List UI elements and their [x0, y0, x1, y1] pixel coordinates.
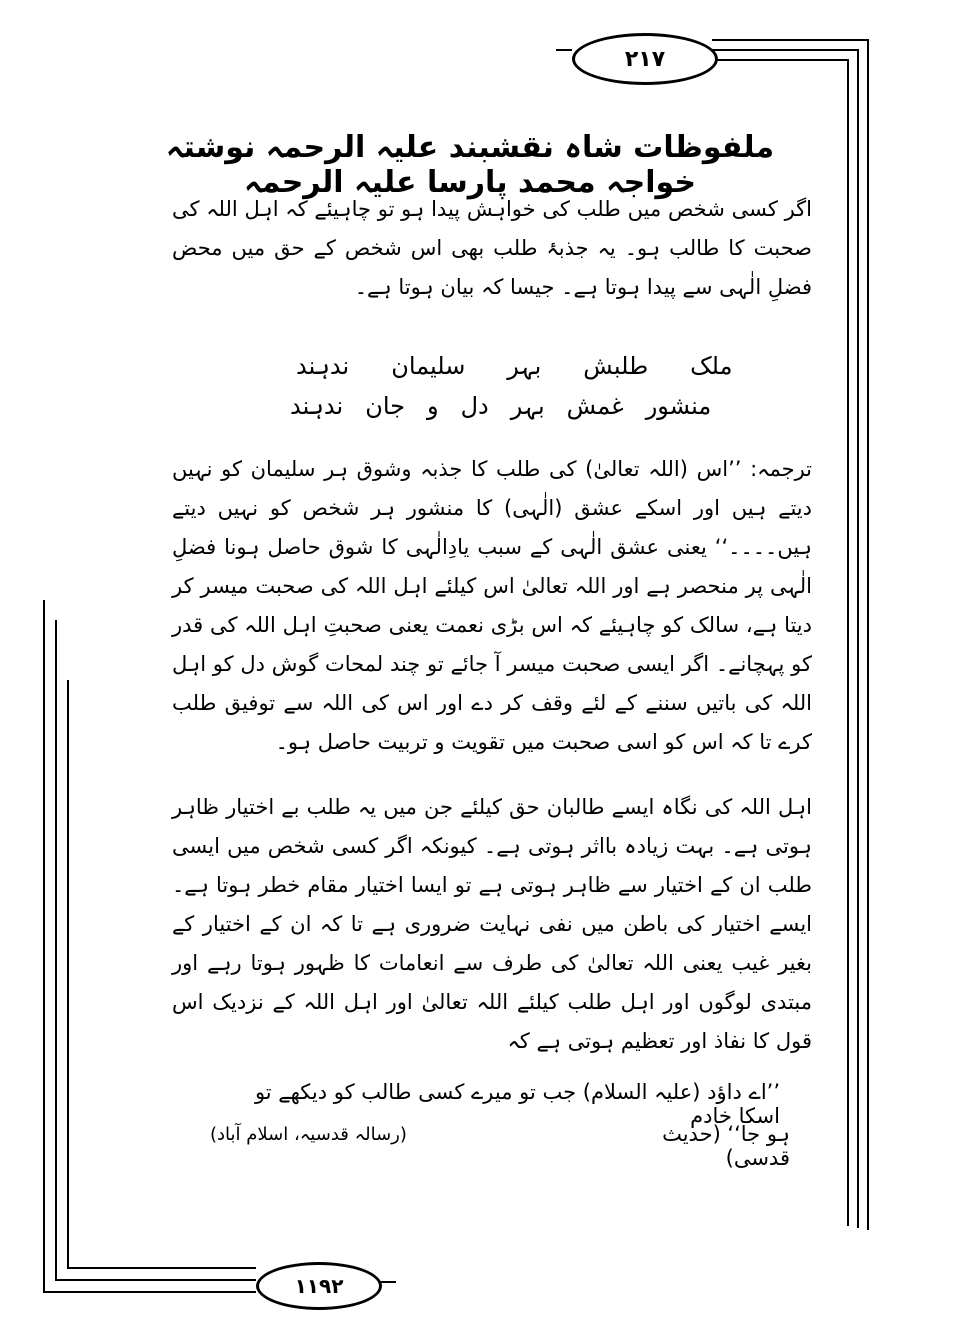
top-page-number: ۲۱۷ — [572, 33, 718, 85]
source-citation: (رسالہ قدسیہ، اسلام آباد) — [210, 1124, 407, 1145]
verse-word: جان — [365, 392, 405, 420]
verse-line-2 — [290, 392, 711, 420]
hadith-quote-line-2: ہو جا‘‘ (حدیث قدسی) — [662, 1122, 790, 1170]
verse-word: و — [426, 392, 439, 420]
verse-word: سلیمان — [391, 352, 466, 380]
verse-line-1 — [296, 352, 732, 380]
page-title: ملفوظات شاہ نقشبند علیہ الرحمہ نوشتہ خواجہ محمد پارسا علیہ الرحمہ — [165, 130, 775, 200]
bottom-page-number: ۱۱۹۲ — [256, 1262, 382, 1310]
translation-paragraph: ترجمہ: ’’اس (اللہ تعالیٰ) کی طلب کا جذبہ وشوق ہر سلیمان کو نہیں دیتے ہیں اور اسکے عشق (الٰہی) کا منشور ہر شخص کو نہیں دیتے ہیں۔۔۔۔‘‘ یعنی عشق الٰہی کے سبب یادِالٰہی کا شوق حاصل ہونا فضلِ الٰہی پر منحصر ہے اور اللہ تعالیٰ اس کیلئے اہل اللہ کی صحبت میسر کر دیتا ہے، سالک کو چاہیئے کہ اس بڑی نعمت یعنی صحبتِ اہل اللہ کی قدر کو پہچانے۔ اگر ایسی صحبت میسر آ جائے تو چند لمحات گوش دل کو اہل اللہ کی باتیں سننے کے لئے وقف کر دے اور اس کی اللہ سے توفیق طلب کرے تا کہ اس کو اسی صحبت میں تقویت و تربیت حاصل ہو۔ — [172, 457, 812, 754]
verse-word: بہر — [510, 392, 545, 420]
verse-word: طلبش — [583, 352, 649, 380]
verse-word: دل — [460, 392, 489, 420]
verse-word: بہر — [507, 352, 542, 380]
verse-word: ملک — [690, 352, 733, 380]
verse-word: ندہند — [290, 392, 344, 420]
conclusion-paragraph: اہل اللہ کی نگاہ ایسے طالبان حق کیلئے جن میں یہ طلب بے اختیار ظاہر ہوتی ہے۔ بہت زیادہ بااثر ہوتی ہے۔ کیونکہ اگر کسی شخص میں ایسی طلب ان کے اختیار سے ظاہر ہوتی ہے تو ایسا اختیار مقام خطر ہوتا ہے۔ ایسے اختیار کی باطن میں نفی نہایت ضروری ہے تا کہ ان کے اختیار کے بغیر غیب یعنی اللہ تعالیٰ کی طرف سے انعامات کا ظہور ہوتا رہے اور مبتدی لوگوں اور اہل طلب کیلئے اللہ تعالیٰ اور اہل اللہ کے نزدیک اس قول کا نفاذ اور تعظیم ہوتی ہے کہ — [172, 795, 812, 1053]
verse-word: ندہند — [296, 352, 350, 380]
verse-word: منشور — [645, 392, 712, 420]
hadith-quote-line-1: ’’اے داؤد (علیہ السلام) جب تو میرے کسی طالب کو دیکھے تو اسکا خادم — [254, 1080, 780, 1128]
verse-word: غمش — [566, 392, 624, 420]
intro-paragraph: اگر کسی شخص میں طلب کی خواہش پیدا ہو تو چاہیئے کہ اہل اللہ کی صحبت کا طالب ہو۔ یہ جذبۂ طلب بھی اس شخص کے حق میں محض فضلِ الٰہی سے پیدا ہوتا ہے۔ جیسا کہ بیان ہوتا ہے۔ — [172, 197, 812, 299]
